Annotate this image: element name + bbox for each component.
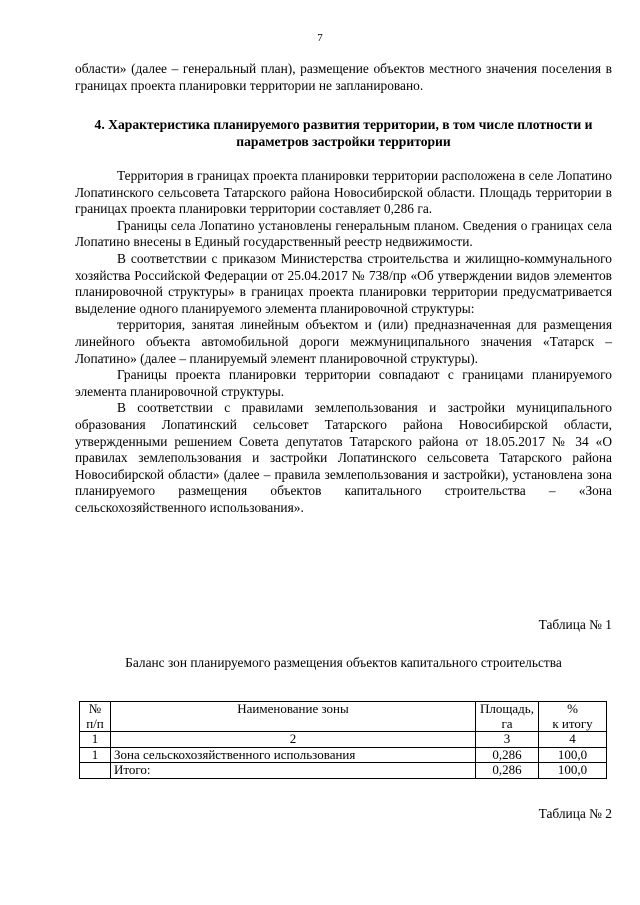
table-cell: 100,0 [539, 747, 607, 763]
table1-title: Баланс зон планируемого размещения объектов капитального строительства [125, 655, 562, 670]
table-cell: 0,286 [476, 747, 539, 763]
table-cell: 100,0 [539, 763, 607, 779]
header-area [476, 702, 539, 732]
section-heading: 4. Характеристика планируемого развития территории, в том числе плотности и параметров застройки территории [94, 117, 593, 149]
table-cell [80, 763, 111, 779]
header-pct-line1: % [567, 701, 578, 716]
table-cell: 2 [111, 732, 476, 748]
paragraph: Территория в границах проекта планировки территории расположена в селе Лопатино Лопатинского сельсовета Татарского района Новосибирской области. Площадь территории в границах проекта планировки территории составляет 0,286 га. [75, 168, 612, 217]
page-number: 7 [317, 32, 323, 44]
paragraph: В соответствии с приказом Министерства строительства и жилищно-коммунального хозяйства Российской Федерации от 25.04.2017 № 738/пр «Об утверждении видов элементов планировочной структуры» в границах проекта планировки территории предусматривается выделение одного планируемого элемента планировочной структуры: [75, 250, 612, 316]
table2-label: Таблица № 2 [538, 806, 612, 821]
body-text [75, 168, 612, 516]
table-header-row [80, 702, 607, 732]
table-numbering-row [80, 732, 607, 748]
header-pct [539, 702, 607, 732]
table1-label: Таблица № 1 [538, 617, 612, 632]
table-row [80, 747, 607, 763]
paragraph: Границы села Лопатино установлены генеральным планом. Сведения о границах села Лопатино внесены в Единый государственный реестр недвижимости. [75, 217, 612, 250]
table-row-total [80, 763, 607, 779]
table-cell: 4 [539, 732, 607, 748]
paragraph: территория, занятая линейным объектом и (или) предназначенная для размещения линейного объекта автомобильной дороги межмуниципального значения «Татарск – Лопатино» (далее – планируемый элемент планировочной структуры). [75, 317, 612, 366]
intro-paragraph [75, 61, 612, 94]
header-area-line1: Площадь, [480, 701, 534, 716]
header-name: Наименование зоны [111, 702, 476, 732]
paragraph: Границы проекта планировки территории совпадают с границами планируемого элемента планировочной структуры. [75, 367, 612, 399]
table-cell: Итого: [111, 763, 476, 779]
table-cell: 0,286 [476, 763, 539, 779]
header-no [80, 702, 111, 732]
intro-text: области» (далее – генеральный план), размещение объектов местного значения поселения в границах проекта планировки территории не запланировано. [75, 61, 612, 93]
header-area-line2: га [501, 715, 513, 731]
paragraph: В соответствии с правилами землепользования и застройки муниципального образования Лопатинский сельсовет Татарского района Новосибирской области, утвержденными решением Совета депутатов Татарского района от 18.05.2017 № 34 «О правилах землепользования и застройки Лопатинского сельсовета Татарского района Новосибирской области» (далее – правила землепользования и застройки), установлена зона планируемого размещения объектов капитального строительства – «Зона сельскохозяйственного использования». [75, 400, 612, 515]
table-cell: 3 [476, 732, 539, 748]
header-pct-line2: к итогу [552, 715, 593, 731]
header-no-line2: п/п [86, 715, 104, 731]
zone-balance-table [79, 701, 607, 779]
table-cell: 1 [80, 732, 111, 748]
table-cell: 1 [80, 747, 111, 763]
header-no-line1: № [88, 701, 102, 716]
table-cell: Зона сельскохозяйственного использования [111, 747, 476, 763]
